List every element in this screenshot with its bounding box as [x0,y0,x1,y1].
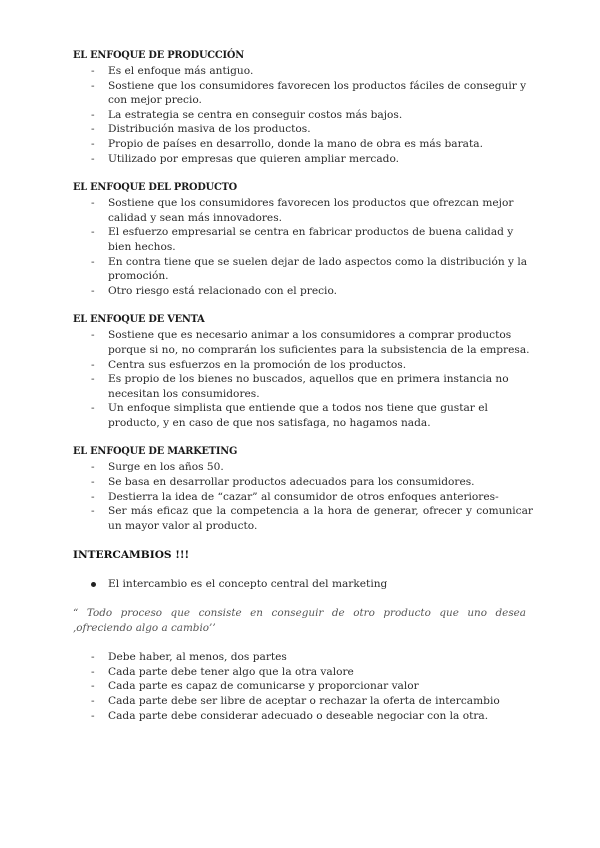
list-item: - Es propio de los bienes no buscados, aquellos que en primera instancia no necesitan los consumidores. [108,372,533,401]
list-item: - Sostiene que los consumidores favorecen los productos que ofrezcan mejor calidad y sean más innovadores. [108,196,533,225]
list-item: - Surge en los años 50. [108,460,533,475]
list-item: - Ser más eficaz que la competencia a la hora de generar, ofrecer y comunicar un mayor valor al producto. [108,504,533,533]
list-marketing [73,460,533,533]
list-item: - Utilizado por empresas que quieren ampliar mercado. [108,152,533,167]
list-item: - Cada parte debe considerar adecuado o deseable negociar con la otra. [108,709,533,724]
list-item: - Destierra la idea de “cazar” al consumidor de otros enfoques anteriores- [108,490,533,505]
list-item: - Centra sus esfuerzos en la promoción de los productos. [108,358,533,373]
list-item: - Cada parte es capaz de comunicarse y proporcionar valor [108,679,533,694]
list-item: - Otro riesgo está relacionado con el precio. [108,284,533,299]
list-item: - Debe haber, al menos, dos partes [108,650,533,665]
list-produccion [73,64,533,166]
spacer [73,166,533,180]
list-item: - Es el enfoque más antiguo. [108,64,533,79]
list-item: - Se basa en desarrollar productos adecuados para los consumidores. [108,475,533,490]
list-item: - Sostiene que es necesario animar a los consumidores a comprar productos porque si no, no comprarán los suficientes para la subsistencia de la empresa. [108,328,533,357]
list-item: - El esfuerzo empresarial se centra en fabricar productos de buena calidad y bien hechos. [108,225,533,254]
spacer [73,533,533,547]
spacer [73,430,533,444]
list-item: - Sostiene que los consumidores favorecen los productos fáciles de conseguir y con mejor precio. [108,79,533,108]
section-title-marketing: EL ENFOQUE DE MARKETING [73,446,238,458]
list-item: - Cada parte debe tener algo que la otra valore [108,665,533,680]
document-content [73,48,533,723]
list-item: - Un enfoque simplista que entiende que a todos nos tiene que gustar el producto, y en caso de que nos satisfaga, no hagamos nada. [108,401,533,430]
section-title-venta: EL ENFOQUE DE VENTA [73,314,205,326]
spacer [73,563,533,577]
list-item: - Propio de países en desarrollo, donde la mano de obra es más barata. [108,137,533,152]
intercambios-bullet-list [73,577,533,592]
list-item: - La estrategia se centra en conseguir costos más bajos. [108,108,533,123]
list-item: - En contra tiene que se suelen dejar de lado aspectos como la distribución y la promoción. [108,255,533,284]
list-item: - Cada parte debe ser libre de aceptar o rechazar la oferta de intercambio [108,694,533,709]
intercambios-quote: “ Todo proceso que consiste en conseguir de otro producto que uno desea ,ofreciendo algo a cambio’’ [73,607,526,634]
section-title-produccion: EL ENFOQUE DE PRODUCCIÓN [73,50,244,61]
spacer [73,635,533,650]
list-producto [73,196,533,298]
list-item: El intercambio es el concepto central del marketing [108,577,533,592]
intercambios-title: INTERCAMBIOS !!! [73,549,190,562]
section-title-producto: EL ENFOQUE DEL PRODUCTO [73,182,237,194]
list-venta [73,328,533,430]
spacer [73,298,533,312]
spacer [73,592,533,606]
intercambios-conditions-list [73,650,533,723]
list-item: - Distribución masiva de los productos. [108,122,533,137]
